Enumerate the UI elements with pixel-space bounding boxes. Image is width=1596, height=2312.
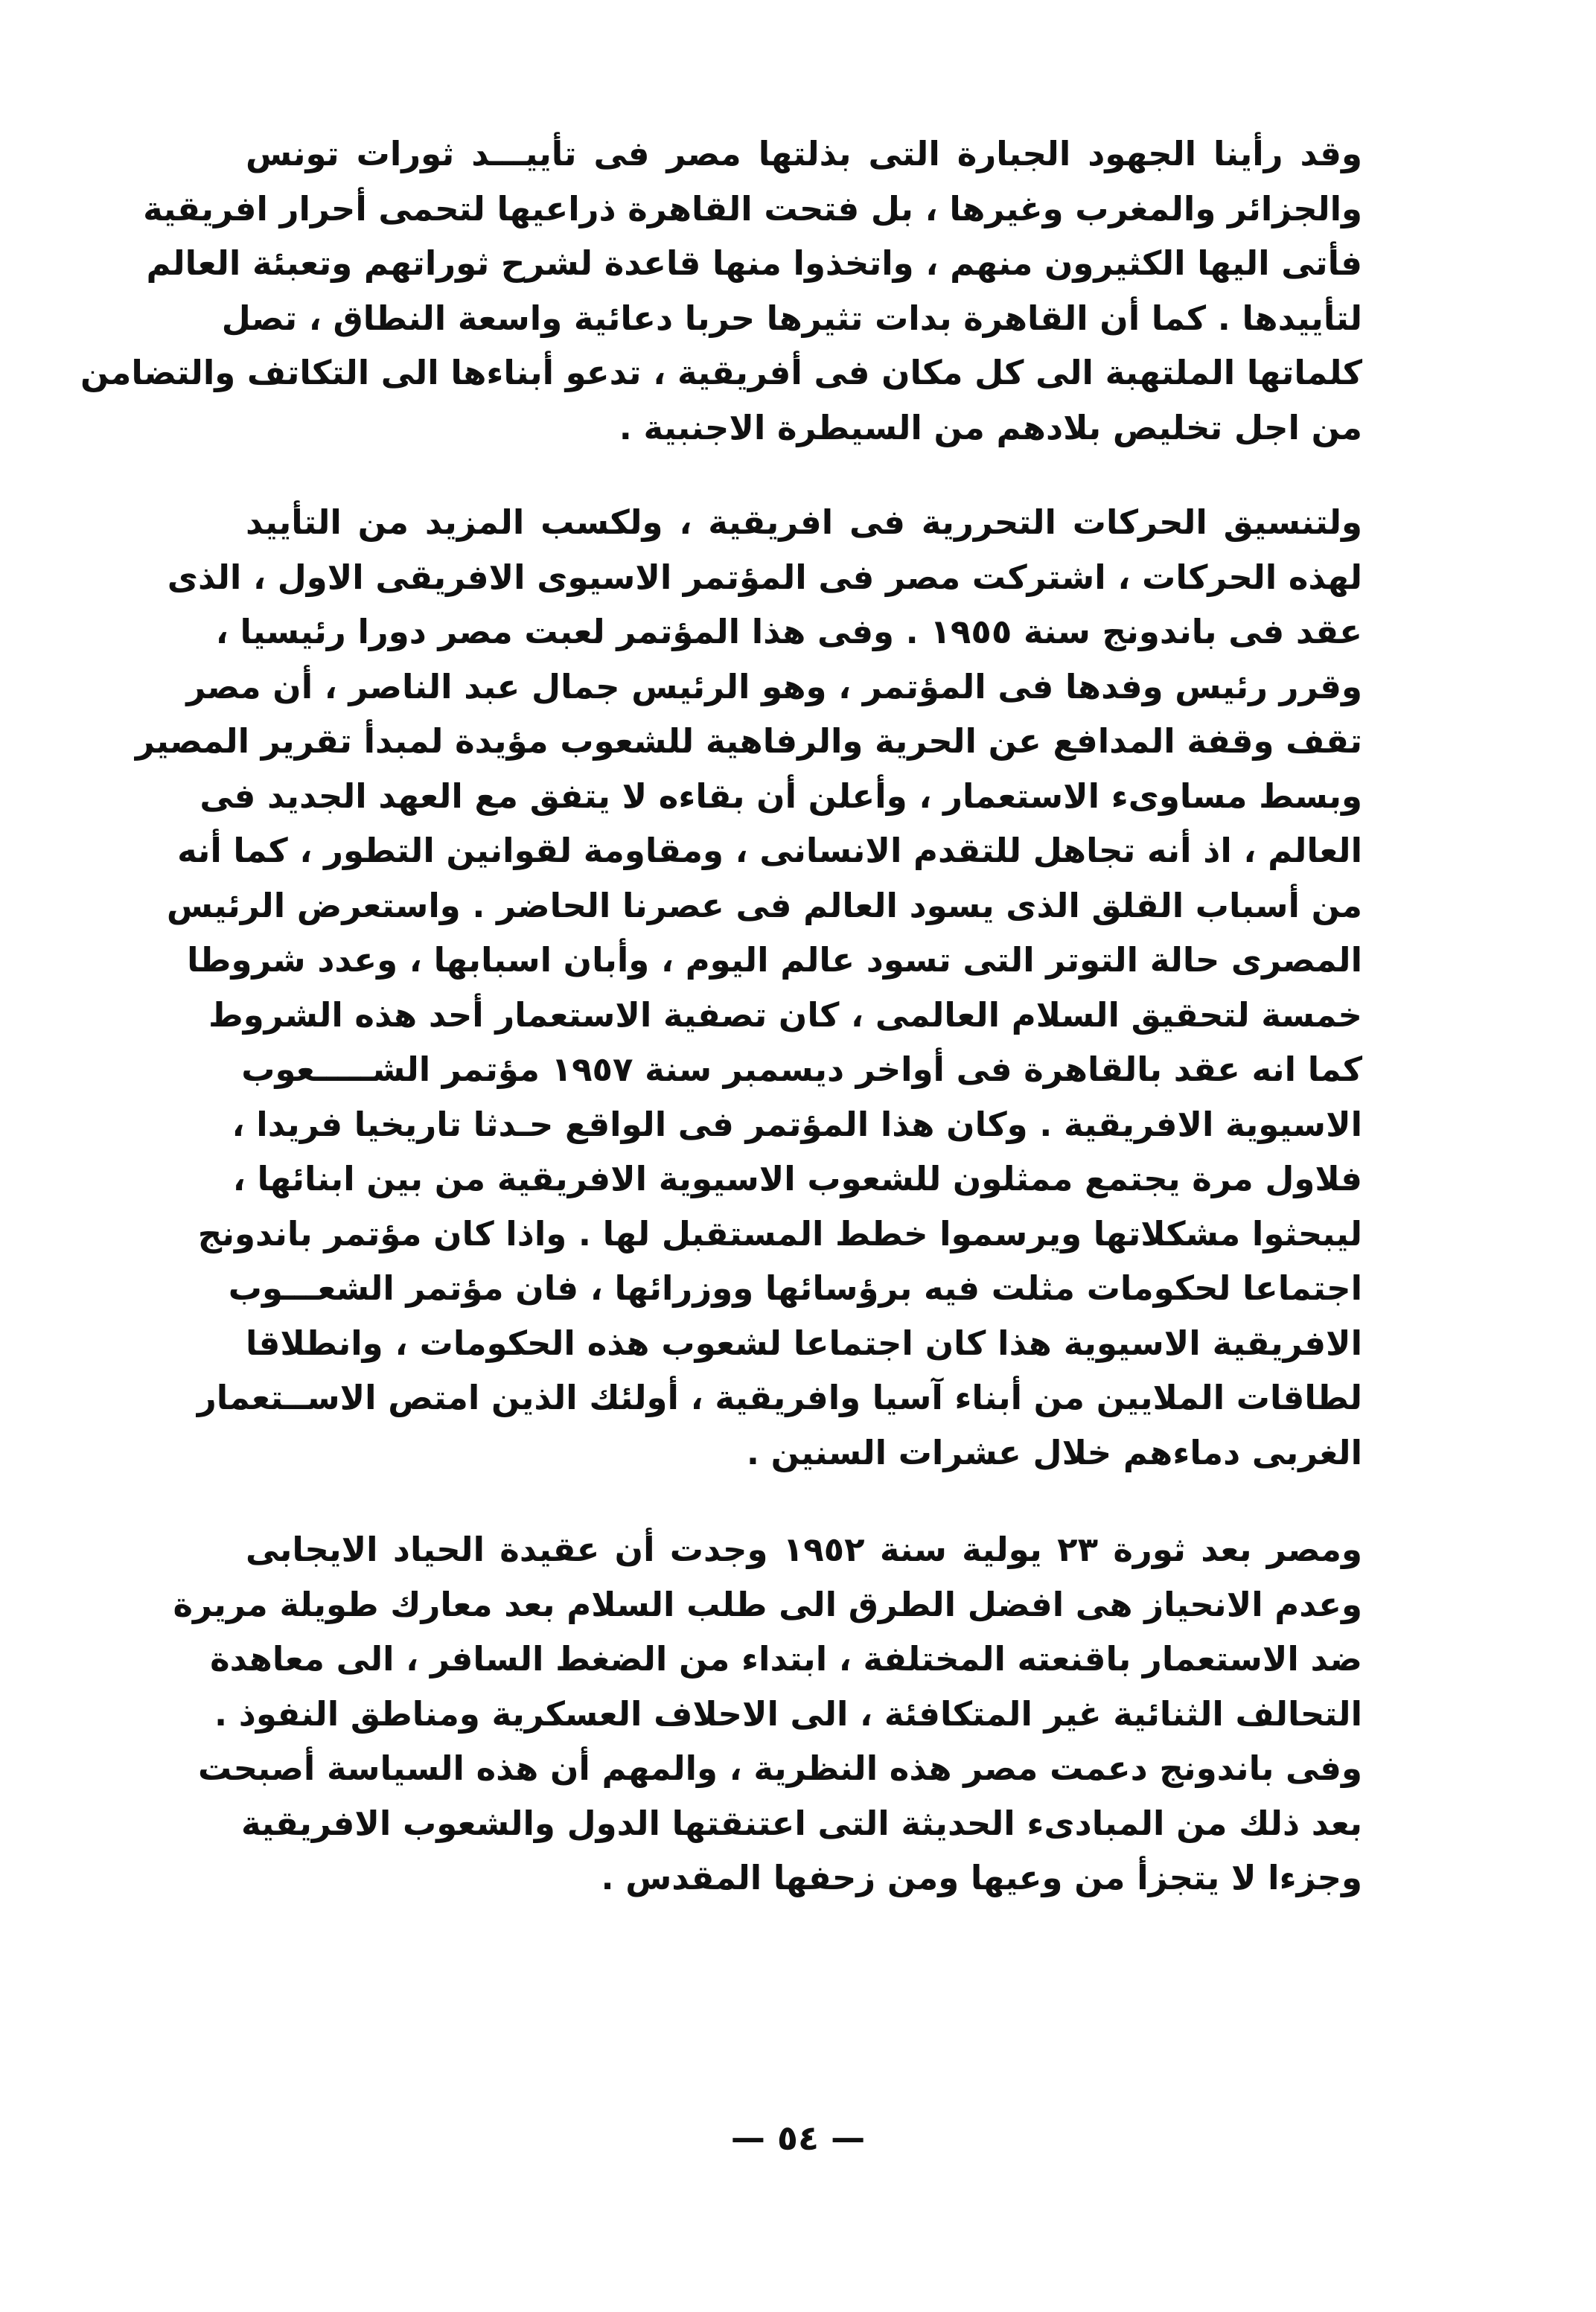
- text-line: لتأييدها . كما أن القاهرة بدات تثيرها حربا دعائية واسعة النطاق ، تصل: [221, 298, 1362, 338]
- text-line: التحالف الثنائية غير المتكافئة ، الى الاحلاف العسكرية ومناطق النفوذ .: [214, 1693, 1362, 1734]
- page-number: — ٥٤ —: [730, 2118, 866, 2158]
- text-line: ضد الاستعمار باقنعته المختلفة ، ابتداء من الضغط السافر ، الى معاهدة: [210, 1639, 1362, 1679]
- text-line: من اجل تخليص بلادهم من السيطرة الاجنبية .: [619, 407, 1362, 447]
- text-line: ولتنسيق الحركات التحررية فى افريقية ، ولكسب المزيد من التأييد: [246, 502, 1362, 542]
- text-line: بعد ذلك من المبادىء الحديثة التى اعتنقتها الدول والشعوب الافريقية: [240, 1803, 1362, 1843]
- text-line: الاسيوية الافريقية . وكان هذا المؤتمر فى الواقع حـدثا تاريخيا فريدا ،: [232, 1104, 1362, 1144]
- text-line: لهذه الحركات ، اشتركت مصر فى المؤتمر الاسيوى الافريقى الاول ، الذى: [167, 557, 1362, 597]
- text-line: وبسط مساوىء الاستعمار ، وأعلن أن بقاءه لا يتفق مع العهد الجديد فى: [200, 776, 1362, 816]
- paragraph-1: [80, 127, 1362, 455]
- text-line: المصرى حالة التوتر التى تسود عالم اليوم ، وأبان اسبابها ، وعدد شروطا: [187, 940, 1362, 980]
- text-line: كلماتها الملتهبة الى كل مكان فى أفريقية ، تدعو أبناءها الى التكاتف والتضامن: [80, 353, 1362, 392]
- text-line: ومصر بعد ثورة ٢٣ يولية سنة ١٩٥٢ وجدت أن عقيدة الحياد الايجابى: [246, 1530, 1362, 1569]
- text-line: الافريقية الاسيوية هذا كان اجتماعا لشعوب هذه الحكومات ، وانطلاقا: [246, 1323, 1362, 1363]
- text-line: من أسباب القلق الذى يسود العالم فى عصرنا الحاضر . واستعرض الرئيس: [166, 885, 1362, 925]
- paragraph-3: [173, 1522, 1362, 1906]
- text-line: خمسة لتحقيق السلام العالمى ، كان تصفية الاستعمار أحد هذه الشروط: [208, 994, 1362, 1035]
- text-line: كما انه عقد بالقاهرة فى أواخر ديسمبر سنة ١٩٥٧ مؤتمر الشـــــعوب: [241, 1050, 1362, 1089]
- paragraph-2: [135, 495, 1362, 1480]
- text-line: ليبحثوا مشكلاتها ويرسموا خطط المستقبل لها . واذا كان مؤتمر باندونج: [197, 1213, 1362, 1254]
- text-line: وقد رأينا الجهود الجبارة التى بذلتها مصر فى تأييـــد ثورات تونس: [246, 134, 1362, 173]
- text-line: والجزائر والمغرب وغيرها ، بل فتحت القاهرة ذراعيها لتحمى أحرار افريقية: [143, 188, 1362, 229]
- text-line: عقد فى باندونج سنة ١٩٥٥ . وفى هذا المؤتمر لعبت مصر دورا رئيسيا ،: [215, 612, 1362, 651]
- text-line: وعدم الانحياز هى افضل الطرق الى طلب السلام بعد معارك طويلة مريرة: [173, 1584, 1362, 1624]
- text-line: لطاقات الملايين من أبناء آسيا وافريقية ، أولئك الذين امتص الاســتعمار: [197, 1378, 1362, 1417]
- text-line: وقرر رئيس وفدها فى المؤتمر ، وهو الرئيس جمال عبد الناصر ، أن مصر: [186, 666, 1362, 706]
- text-line: اجتماعا لحكومات مثلت فيه برؤسائها ووزرائها ، فان مؤتمر الشعـــوب: [228, 1268, 1362, 1308]
- text-line: وجزءا لا يتجزأ من وعيها ومن زحفها المقدس .: [601, 1858, 1362, 1897]
- text-line: فأتى اليها الكثيرون منهم ، واتخذوا منها قاعدة لشرح ثوراتهم وتعبئة العالم: [146, 243, 1362, 283]
- text-line: وفى باندونج دعمت مصر هذه النظرية ، والمهم أن هذه السياسة أصبحت: [198, 1749, 1362, 1788]
- text-line: تقف وقفة المدافع عن الحرية والرفاهية للشعوب مؤيدة لمبدأ تقرير المصير: [135, 721, 1362, 761]
- text-line: الغربى دماءهم خلال عشرات السنين .: [746, 1432, 1362, 1472]
- text-line: العالم ، اذ أنه تجاهل للتقدم الانسانى ، ومقاومة لقوانين التطور ، كما أنه: [177, 831, 1362, 870]
- text-line: فلاول مرة يجتمع ممثلون للشعوب الاسيوية الافريقية من بين ابنائها ،: [232, 1159, 1362, 1198]
